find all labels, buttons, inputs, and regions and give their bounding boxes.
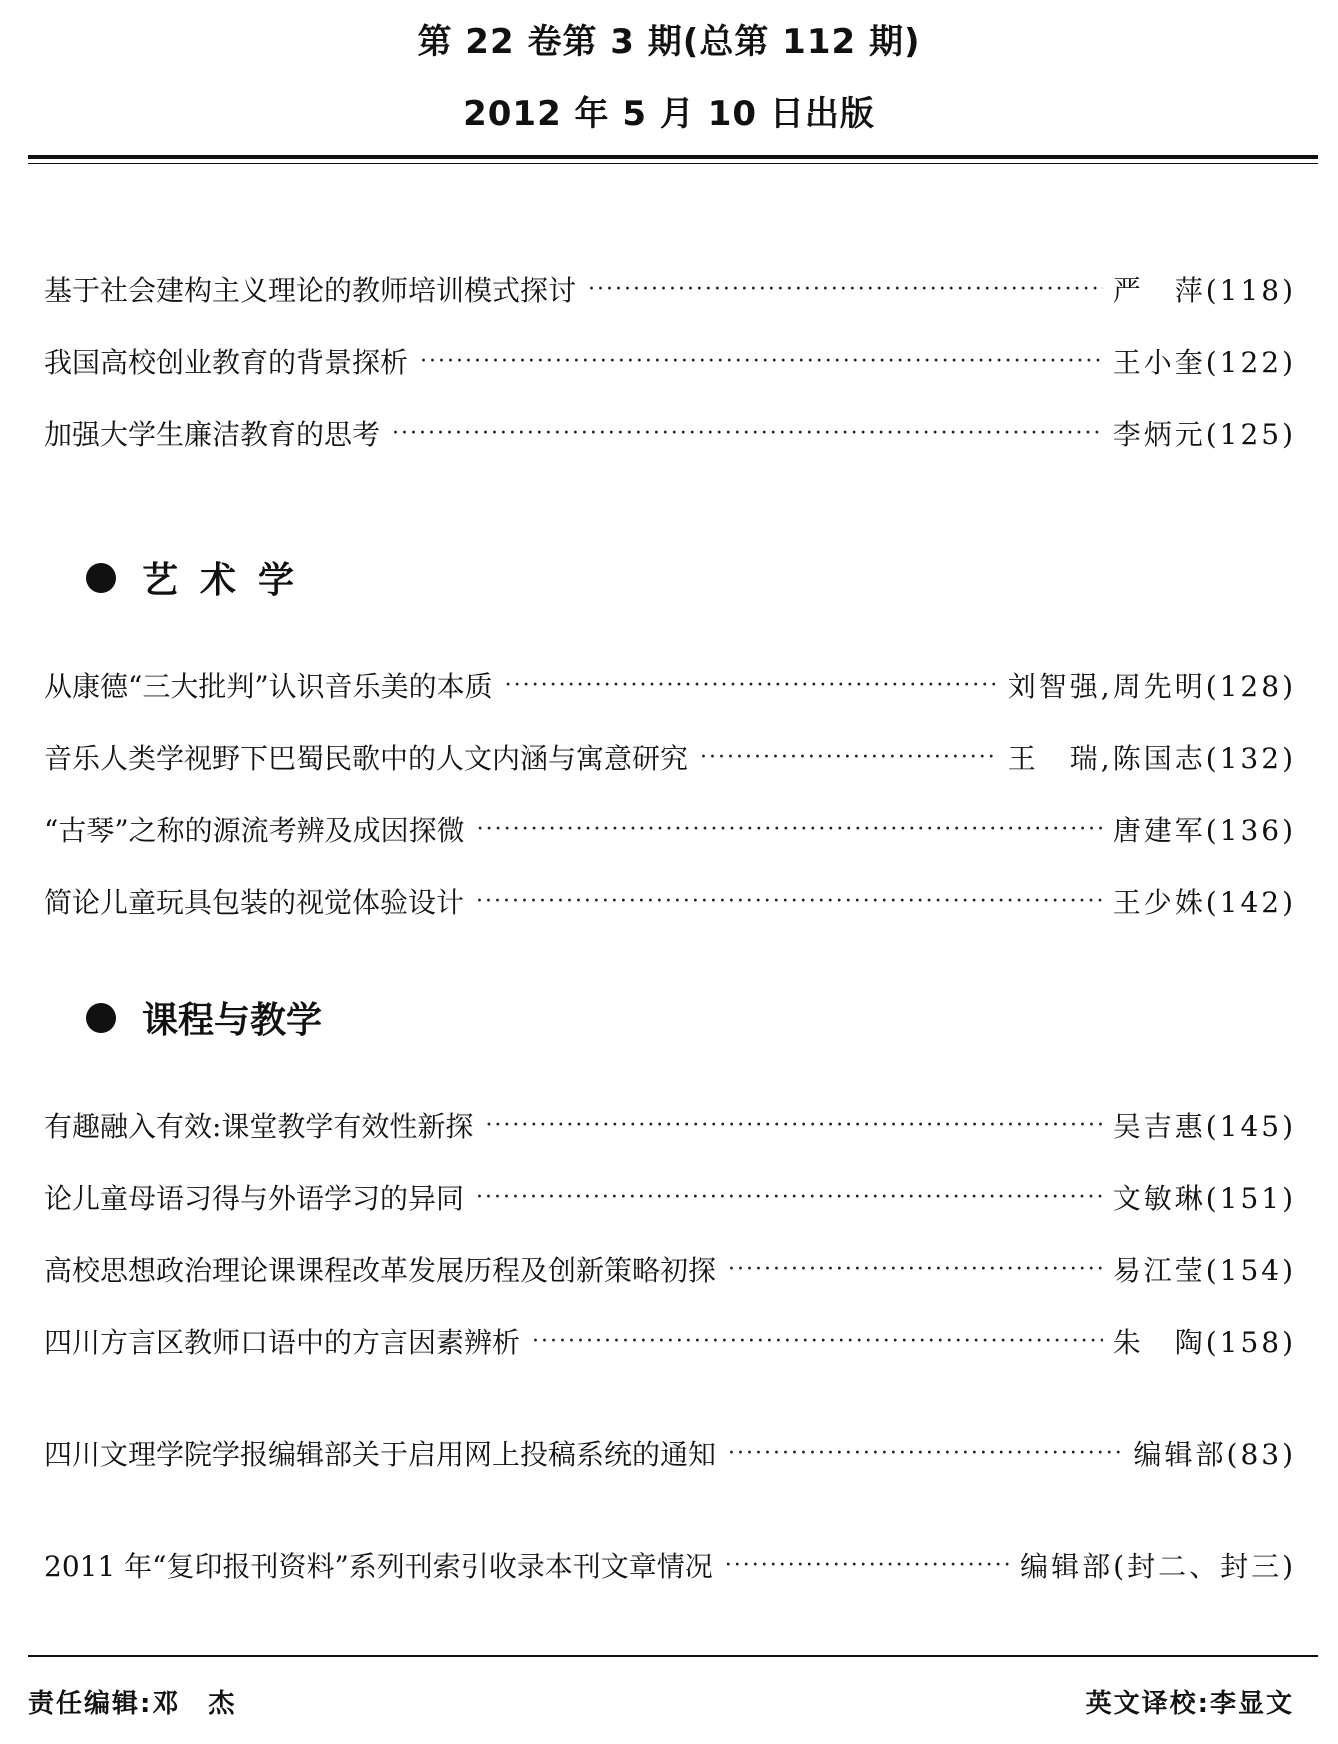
toc-entry-title: 基于社会建构主义理论的教师培训模式探讨 [44, 274, 577, 307]
toc-entry-title: 高校思想政治理论课课程改革发展历程及创新策略初探 [44, 1254, 717, 1287]
toc-entry-title: 我国高校创业教育的背景探析 [44, 346, 409, 379]
dot-leader [700, 745, 998, 770]
dot-leader [476, 889, 1103, 914]
toc-entry[interactable] [44, 339, 1296, 383]
toc-entry-index-note[interactable] [44, 1543, 1296, 1587]
dot-leader [588, 277, 1103, 302]
toc-entry[interactable] [44, 663, 1296, 707]
toc-entry-author-page: 编辑部(83) [1133, 1438, 1296, 1471]
toc-entry-author-page: 严 萍(118) [1112, 274, 1296, 307]
toc-entry-author-page: 编辑部(封二、封三) [1020, 1550, 1296, 1583]
publication-date: 2012 年 5 月 10 日出版 [463, 94, 875, 134]
toc-entry[interactable] [44, 411, 1296, 455]
dot-leader [477, 817, 1103, 842]
dot-leader [392, 421, 1103, 446]
dot-leader [485, 1113, 1102, 1138]
toc-entry-title: 2011 年“复印报刊资料”系列刊索引收录本刊文章情况 [44, 1550, 713, 1583]
toc-entry-author-page: 王少姝(142) [1112, 886, 1296, 919]
toc-entry-author-page: 刘智强,周先明(128) [1007, 670, 1296, 703]
dot-leader [725, 1553, 1010, 1578]
toc-entry-notice[interactable] [44, 1431, 1296, 1475]
toc-entry-title: 四川方言区教师口语中的方言因素辨析 [44, 1326, 521, 1359]
dot-leader [728, 1257, 1103, 1282]
toc-entry-title: 论儿童母语习得与外语学习的异同 [44, 1182, 465, 1215]
header-rule-thin [28, 163, 1318, 164]
toc-entry-title: 四川文理学院学报编辑部关于启用网上投稿系统的通知 [44, 1438, 717, 1471]
toc-entry[interactable] [44, 1103, 1296, 1147]
toc-entry[interactable] [44, 267, 1296, 311]
toc-entry-author-page: 文敏琳(151) [1112, 1182, 1296, 1215]
responsible-editor: 责任编辑:邓 杰 [28, 1689, 237, 1719]
toc-entry-title: 加强大学生廉洁教育的思考 [44, 418, 381, 451]
toc-entry-author-page: 朱 陶(158) [1112, 1326, 1296, 1359]
toc-entry[interactable] [44, 735, 1296, 779]
toc-entry-author-page: 易江莹(154) [1112, 1254, 1296, 1287]
section-heading-label: 艺术学 [142, 560, 317, 601]
toc-entry[interactable] [44, 1175, 1296, 1219]
header-rule-thick [28, 155, 1318, 159]
toc-entry-title: “古琴”之称的源流考辨及成因探微 [44, 814, 465, 847]
section-heading-course [86, 992, 322, 1043]
toc-entry[interactable] [44, 1247, 1296, 1291]
toc-entry-title: 从康德“三大批判”认识音乐美的本质 [44, 670, 493, 703]
toc-entry-title: 有趣融入有效:课堂教学有效性新探 [44, 1110, 474, 1143]
dot-leader [532, 1329, 1103, 1354]
toc-entry-title: 简论儿童玩具包装的视觉体验设计 [44, 886, 465, 919]
toc-entry-author-page: 王小奎(122) [1112, 346, 1296, 379]
dot-leader [420, 349, 1103, 374]
toc-entry-title: 音乐人类学视野下巴蜀民歌中的人文内涵与寓意研究 [44, 742, 689, 775]
dot-leader [476, 1185, 1103, 1210]
issue-number: 第 22 卷第 3 期(总第 112 期) [417, 22, 921, 62]
toc-entry-author-page: 唐建军(136) [1112, 814, 1296, 847]
section-heading-label: 课程与教学 [142, 1000, 323, 1041]
english-proofreader: 英文译校:李显文 [1085, 1689, 1294, 1719]
dot-leader [728, 1441, 1124, 1466]
toc-entry-author-page: 吴吉惠(145) [1112, 1110, 1296, 1143]
section-heading-art [86, 552, 316, 603]
footer-rule [28, 1655, 1318, 1657]
bullet-icon [86, 1003, 116, 1033]
toc-entry[interactable] [44, 1319, 1296, 1363]
bullet-icon [86, 563, 116, 593]
toc-entry-author-page: 王 瑞,陈国志(132) [1007, 742, 1296, 775]
toc-entry[interactable] [44, 807, 1296, 851]
toc-entry[interactable] [44, 879, 1296, 923]
dot-leader [505, 673, 998, 698]
toc-entry-author-page: 李炳元(125) [1112, 418, 1296, 451]
